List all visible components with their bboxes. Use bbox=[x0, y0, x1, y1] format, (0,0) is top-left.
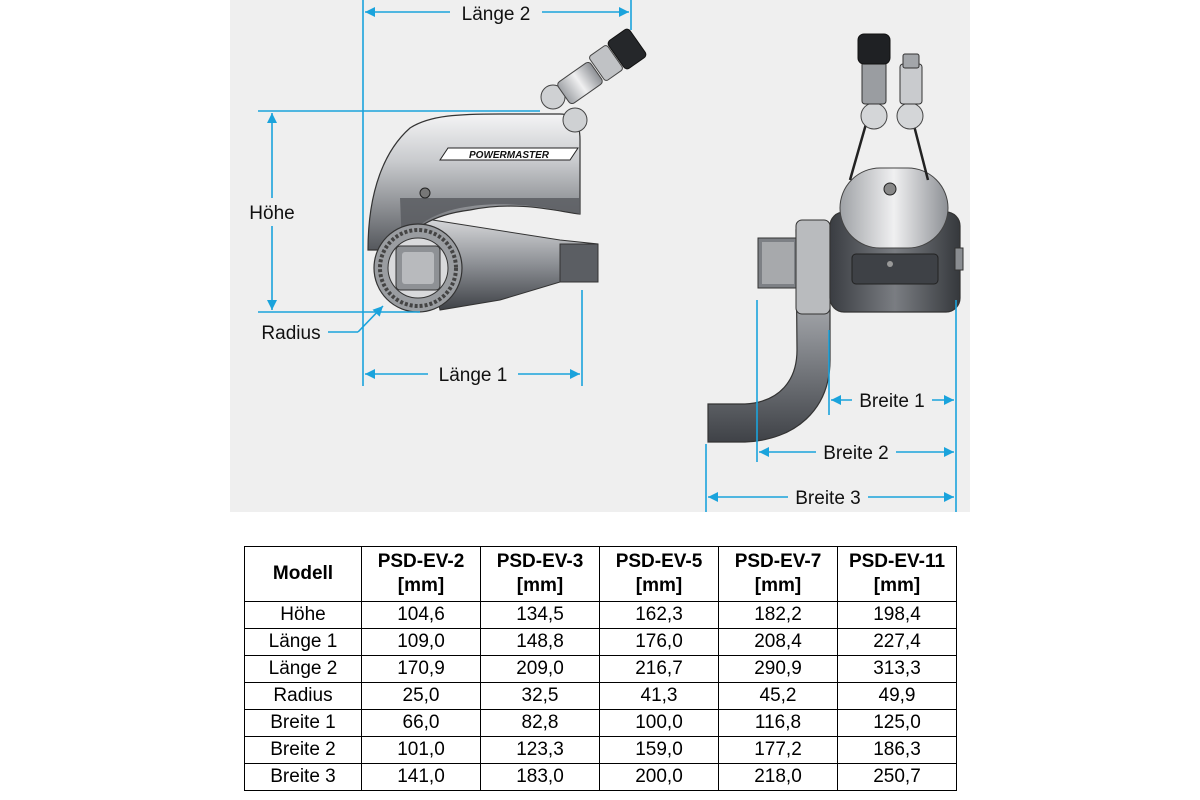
table-cell: 176,0 bbox=[600, 629, 719, 656]
table-cell: 125,0 bbox=[838, 710, 957, 737]
row-label: Breite 3 bbox=[245, 764, 362, 791]
table-row bbox=[245, 683, 957, 710]
label-radius: Radius bbox=[261, 323, 321, 344]
table-cell: 82,8 bbox=[481, 710, 600, 737]
table-cell: 313,3 bbox=[838, 656, 957, 683]
table-cell: 32,5 bbox=[481, 683, 600, 710]
table-cell: 177,2 bbox=[719, 737, 838, 764]
table-cell: 209,0 bbox=[481, 656, 600, 683]
table-cell: 208,4 bbox=[719, 629, 838, 656]
table-row bbox=[245, 602, 957, 629]
header-column bbox=[838, 547, 957, 602]
table-cell: 25,0 bbox=[362, 683, 481, 710]
tool-side-view bbox=[708, 34, 963, 442]
label-laenge1: Länge 1 bbox=[438, 365, 508, 386]
table-cell: 227,4 bbox=[838, 629, 957, 656]
table-row bbox=[245, 656, 957, 683]
table-cell: 45,2 bbox=[719, 683, 838, 710]
row-label: Länge 2 bbox=[245, 656, 362, 683]
table-row bbox=[245, 710, 957, 737]
table-cell: 250,7 bbox=[838, 764, 957, 791]
dimension-table bbox=[244, 546, 957, 791]
table-cell: 200,0 bbox=[600, 764, 719, 791]
column-unit: [mm] bbox=[754, 575, 802, 596]
table-cell: 218,0 bbox=[719, 764, 838, 791]
row-label: Breite 2 bbox=[245, 737, 362, 764]
column-unit: [mm] bbox=[635, 575, 683, 596]
header-column bbox=[481, 547, 600, 602]
table-cell: 290,9 bbox=[719, 656, 838, 683]
column-name: PSD-EV-5 bbox=[615, 551, 703, 572]
table-cell: 49,9 bbox=[838, 683, 957, 710]
table-cell: 116,8 bbox=[719, 710, 838, 737]
column-name: PSD-EV-3 bbox=[496, 551, 584, 572]
table-cell: 134,5 bbox=[481, 602, 600, 629]
table-cell: 182,2 bbox=[719, 602, 838, 629]
column-name: PSD-EV-2 bbox=[377, 551, 465, 572]
table-cell: 162,3 bbox=[600, 602, 719, 629]
column-unit: [mm] bbox=[397, 575, 445, 596]
table-cell: 141,0 bbox=[362, 764, 481, 791]
column-unit: [mm] bbox=[873, 575, 921, 596]
label-breite1: Breite 1 bbox=[859, 391, 925, 412]
table-cell: 104,6 bbox=[362, 602, 481, 629]
column-name: PSD-EV-11 bbox=[848, 551, 946, 572]
table-cell: 148,8 bbox=[481, 629, 600, 656]
label-breite2: Breite 2 bbox=[823, 443, 889, 464]
label-hoehe: Höhe bbox=[249, 203, 295, 224]
table-cell: 41,3 bbox=[600, 683, 719, 710]
column-unit: [mm] bbox=[516, 575, 564, 596]
row-label: Breite 1 bbox=[245, 710, 362, 737]
table-row bbox=[245, 764, 957, 791]
table-row bbox=[245, 737, 957, 764]
table-cell: 186,3 bbox=[838, 737, 957, 764]
row-label: Höhe bbox=[245, 602, 362, 629]
header-column bbox=[362, 547, 481, 602]
hydraulic-couplers bbox=[858, 34, 923, 129]
table-cell: 159,0 bbox=[600, 737, 719, 764]
table-row bbox=[245, 629, 957, 656]
row-label: Radius bbox=[245, 683, 362, 710]
tool-front-view bbox=[368, 28, 647, 312]
label-laenge2: Länge 2 bbox=[461, 4, 531, 25]
brand-label: POWERMASTER bbox=[469, 150, 549, 161]
table-cell: 170,9 bbox=[362, 656, 481, 683]
header-column bbox=[600, 547, 719, 602]
table-cell: 198,4 bbox=[838, 602, 957, 629]
table-cell: 66,0 bbox=[362, 710, 481, 737]
header-column bbox=[719, 547, 838, 602]
table-cell: 100,0 bbox=[600, 710, 719, 737]
table-cell: 216,7 bbox=[600, 656, 719, 683]
label-breite3: Breite 3 bbox=[795, 488, 861, 509]
row-label: Länge 1 bbox=[245, 629, 362, 656]
table-cell: 109,0 bbox=[362, 629, 481, 656]
column-name: PSD-EV-7 bbox=[734, 551, 822, 572]
header-model: Modell bbox=[245, 547, 362, 602]
table-cell: 123,3 bbox=[481, 737, 600, 764]
table-cell: 101,0 bbox=[362, 737, 481, 764]
table-header-row bbox=[245, 547, 957, 602]
table-cell: 183,0 bbox=[481, 764, 600, 791]
